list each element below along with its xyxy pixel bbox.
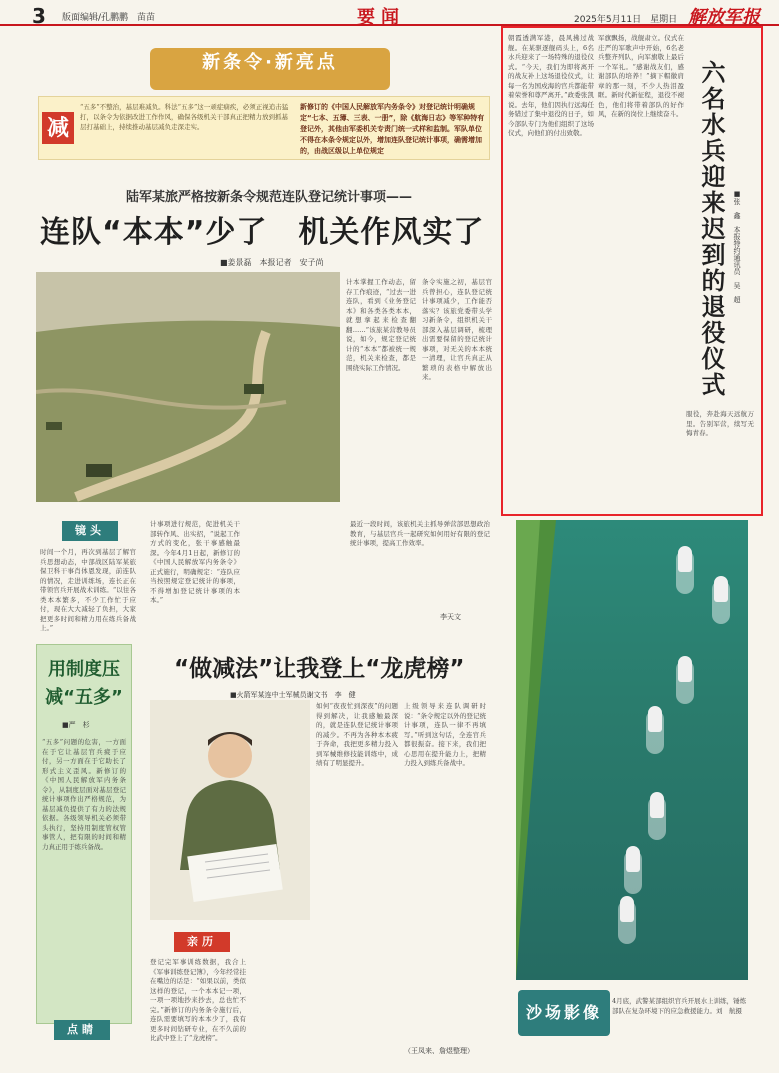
photo-feature-tag: 沙场影像 [518,990,610,1036]
article1-photo [36,272,340,502]
article1-byline: ■姜景磊 本报记者 安子尚 [220,258,324,267]
boat-icon [620,896,634,922]
article2-col3: 上级领导来连队调研时说：“条令规定以外的登记统计事项，连队一律不再填写。”听到这句话，全连官兵都很振奋。接下来，我们把心思用在提升能力上，把精力投入到练兵备战中。 [404,702,486,767]
article2-headline: “做减法”让我登上“龙虎榜” [174,656,465,682]
boat-icon [714,576,728,602]
boat-icon [626,846,640,872]
boat-icon [678,656,692,682]
section-title: 要闻 [357,7,405,28]
article1-col4: 条令实施之初，基层官兵曾担心，连队登记统计事项减少，工作能否落实？该旅党委带头学习新条令，组织机关干部深入基层调研，梳理出需要保留的登记统计事项，对无关的本本统一清理，让官兵真正从繁琐的表格中解放出来。 [422,278,492,381]
photo-scene-icon [36,272,340,502]
article1-col2: 计事项进行规范，促进机关干部转作风、出实招，“说起工作方式的变化，张干事感触最深。今年4月1日起，新修订的《中国人民解放军内务条令》正式施行，明确规定：“连队应当按照规定登记统计的事项，不得增加登记统计事项的本本。” [150,520,240,604]
page-editors: 版面编辑/孔鹏鹏 苗苗 [62,13,156,23]
article2-editor: （王凤来、詹煜整理） [404,1047,474,1055]
article2-col1: 登记完军事训练数据，我合上《军事训练登记簿》，今年经常挂在嘴边的话是：“如果以前，类似这样的登记，一个本本记一项，一项一项地抄来抄去，总也忙不完。”新修订的内务条令施行后，连队需要填写的本本少了，我有更多时间钻研专业，在不久前的比武中登上了“龙虎榜”。 [150,958,246,1042]
article2-col2: 如何“夜夜忙到深夜”的问题得到解决，让我感触最深的，就是连队登记统计事项的减少。不再为各种本本疲于奔命，我把更多精力投入到军械维修技能训练中，成绩有了明显提升。 [316,702,398,767]
masthead-logo: 解放军报 [688,7,760,28]
sidebar-author: ■严 杉 [62,721,90,729]
intro-bold-text: 新修订的《中国人民解放军内务条令》对登记统计明确规定“七本、五簿、三表、一册”，除《航海日志》等军种特有登记外，其他由军委机关专责门统一式样和监制。军队单位不得在本条令规定以外，增加连队登记统计事项，确需增加的，由战区级以上单位规定 [300,103,485,155]
article1-photo-tag: 镜头 [62,521,118,541]
boats-photo [516,520,748,980]
sidebar-headline: 用制度压减“五多” [45,659,123,708]
article2-byline: ■火箭军某连中士军械员谢文书 李 健 [230,691,356,699]
issue-date: 2025年5月11日 星期日 [574,15,678,25]
article1-kicker: 陆军某旅严格按新条令规范连队登记统计事项—— [126,190,413,205]
right-article-col2: 军旗飘扬，战舰肃立。仪式在庄严的军歌声中开始，6名老兵整齐列队，向军旗敬上最后一个军礼。“感谢战友们，感谢部队的培养！”摘下帽徽肩章的那一刻，不少人热泪盈眶。新时代新征程，退役不褪色，他们将带着部队的好作风，在新的岗位上继续奋斗。 [598,34,684,118]
topic-banner-label: 新条令·新亮点 [202,52,338,73]
intro-badge: 减 [42,112,74,144]
right-article-col3: 服役，奔赴海天远航万里。告别军营，续写无悔青春。 [686,410,754,437]
page-number: 3 [32,4,46,28]
right-article-headline: 六名水兵迎来迟到的退役仪式 [697,60,725,398]
intro-text: “五多”不整治，基层难减负。科法“五多”这一顽症痼疾，必须正视追击猛打，以条令为依据改进工作作风，确保各级机关干部真正把精力放到抓基层打基础上，持续推动基层减负走深走实。 [80,103,289,131]
soldier-writing-icon [150,700,310,920]
article1-author: 李天文 [440,613,461,621]
photo-caption: 4月底，武警某部组织官兵开展水上训练，锤炼部队在复杂环境下的应急救援能力。刘 航摄 [612,997,747,1015]
sidebar-text: “五多”问题的危害，一方面在于它让基层官兵疲于应付，另一方面在于它助长了形式主义歪风。新修订的《中国人民解放军内务条令》，从制度层面对基层登记统计事项作出严格规范，为基层减负提供了有力的法规依据。各级领导机关必须带头执行，坚持用制度管权管事管人，把有限的时间和精力真正用于练兵备战。 [42,738,126,851]
article1-headline: 连队“本本”少了 机关作风实了 [40,215,485,250]
boat-icon [678,546,692,572]
boat-icon [650,792,664,818]
article2-tag: 亲历 [174,932,230,952]
sidebar-tag: 点睛 [54,1020,110,1040]
article2-illustration [150,700,310,920]
right-article-col1: 朝霞透满军港，晨风拂过战舰。在某驱逐舰码头上，6名水兵迎来了一场特殊的退役仪式。“今天，我们为即将离开的战友补上这场退役仪式，让每一名为国戍海的官兵都能带着荣誉和尊严离开。”政委张凯说。去年，他们因执行远海任务错过了集中退役的日子，如今部队专门为他们组织了这场仪式，向他们的付出致敬。 [508,34,594,137]
topic-banner [150,48,390,90]
article1-col3: 计本掌握工作动态，留存工作痕迹，“过去一进连队，看到《业务登记本》和各类各类本本，就想拿起来检查翻翻……”该旅某营教导员说，如今，规定登记统计的“本本”都被统一规范，机关来检查，都是围绕实际工作情况。 [346,278,416,372]
article1-col5: 最近一段时间，该旅机关主抓导弹营部思想政治教育，与基层官兵一起研究如何用好有限的登记统计事项，提高工作效率。 [350,520,490,547]
boat-icon [648,706,662,732]
right-article-byline: ■张 鑫 本报特约通讯员 吴 超 [733,190,741,303]
article1-col1: 时间一个月，再次到基层了解官兵思想动态，中部战区陆军某旅保卫科干事肖体恩发现，前连队的情况，走进训练场，连长正在带领官兵开展战术训练。“以往各类本本繁多，不少工作忙于应付，现在大大减轻了负担，大家把更多时间和精力用在练兵备战上。” [40,548,136,632]
